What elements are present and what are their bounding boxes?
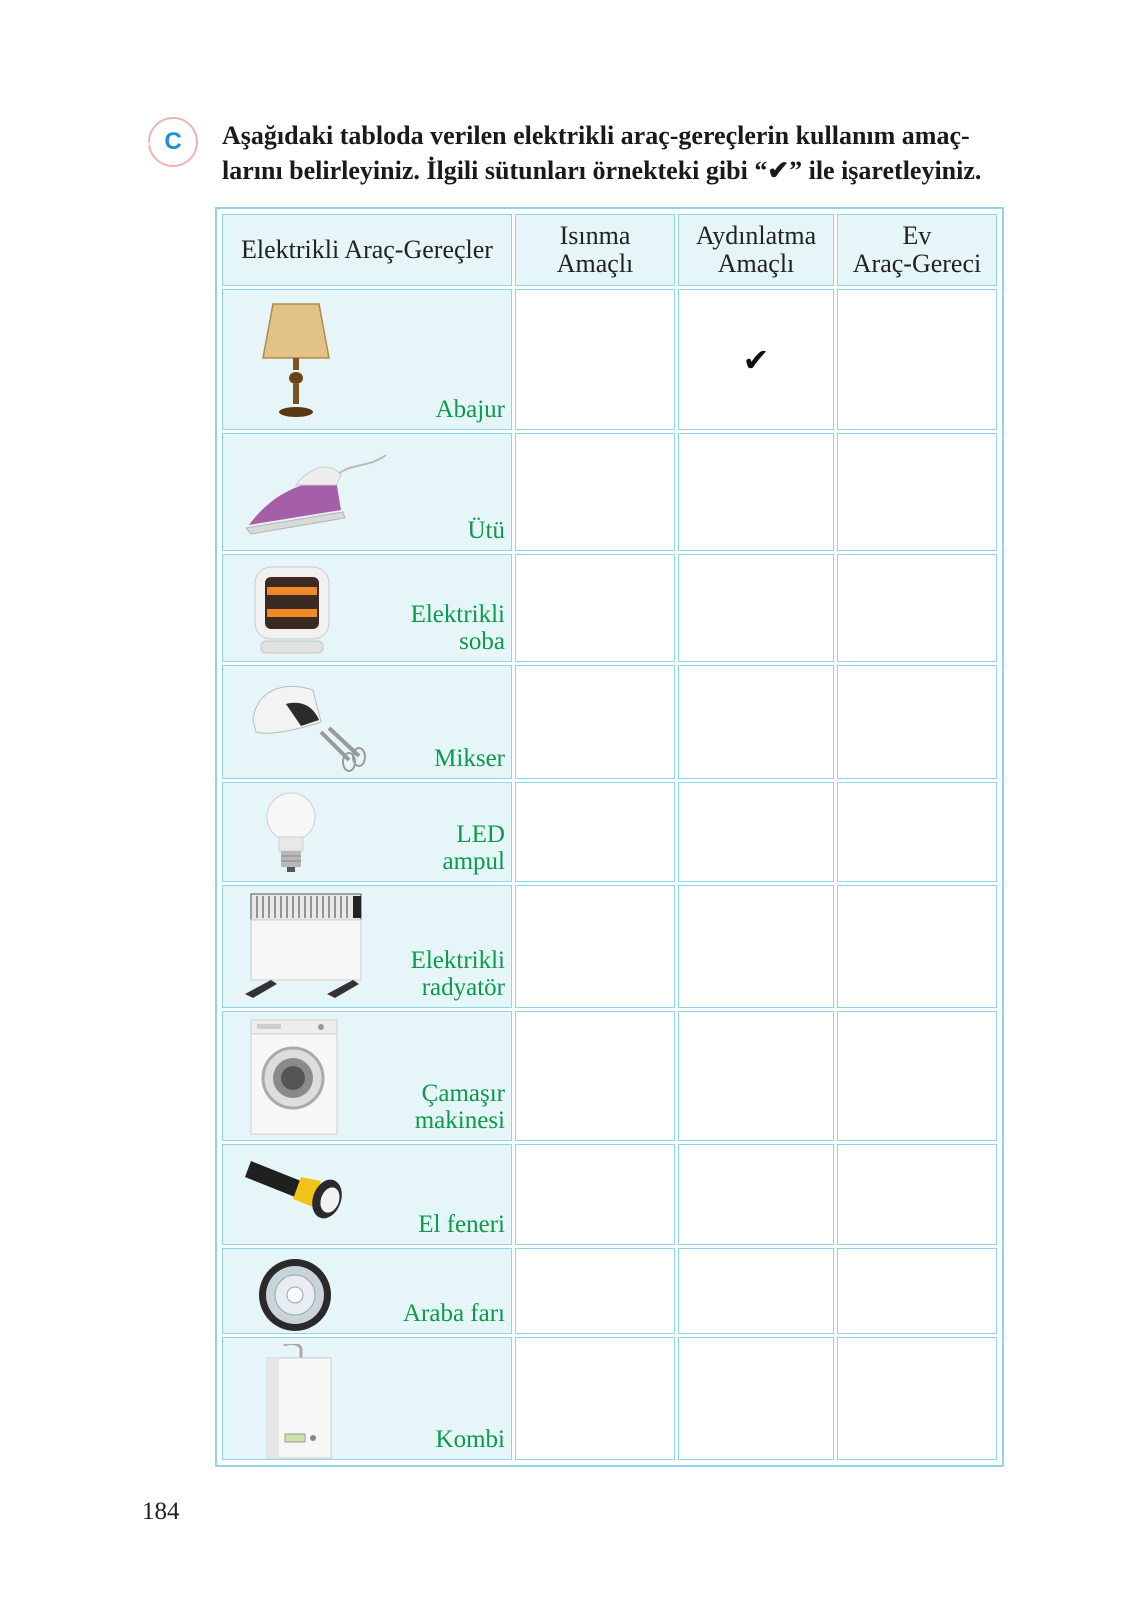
header-appliances bbox=[222, 214, 512, 286]
appliance-name-line-1: Araba farı bbox=[402, 1300, 505, 1327]
page-number: 184 bbox=[142, 1498, 180, 1525]
appliance-name bbox=[436, 1426, 505, 1453]
section-badge bbox=[148, 117, 198, 167]
table-row bbox=[222, 554, 997, 662]
home-checkbox-cell[interactable] bbox=[837, 885, 997, 1008]
appliance-name bbox=[468, 517, 506, 544]
appliance-name-line-1: LED bbox=[456, 821, 505, 848]
heating-checkbox-cell[interactable] bbox=[515, 554, 675, 662]
appliance-name-line-2: makinesi bbox=[414, 1107, 505, 1134]
instruction-text bbox=[222, 118, 1022, 188]
appliance-name-line-2: radyatör bbox=[421, 974, 505, 1001]
home-checkbox-cell[interactable] bbox=[837, 1337, 997, 1460]
appliance-name bbox=[434, 745, 505, 772]
appliance-name bbox=[411, 601, 505, 655]
header-home bbox=[837, 214, 997, 286]
heating-checkbox-cell[interactable] bbox=[515, 433, 675, 551]
section-badge-letter: C bbox=[164, 128, 182, 155]
heating-checkbox-cell[interactable] bbox=[515, 1248, 675, 1334]
appliance-name-line-2: soba bbox=[459, 628, 505, 655]
home-checkbox-cell[interactable] bbox=[837, 782, 997, 882]
appliance-cell bbox=[222, 665, 512, 779]
appliance-cell bbox=[222, 885, 512, 1008]
heating-checkbox-cell[interactable] bbox=[515, 1011, 675, 1141]
appliance-name bbox=[418, 1211, 505, 1238]
appliance-name bbox=[436, 396, 505, 423]
lighting-checkbox-cell[interactable] bbox=[678, 1011, 834, 1141]
heating-checkbox-cell[interactable] bbox=[515, 1337, 675, 1460]
table-row bbox=[222, 1011, 997, 1141]
table-row bbox=[222, 289, 997, 430]
heating-checkbox-cell[interactable] bbox=[515, 289, 675, 430]
appliance-cell bbox=[222, 554, 512, 662]
appliance-cell bbox=[222, 1248, 512, 1334]
appliance-cell bbox=[222, 1011, 512, 1141]
lighting-checkbox-cell[interactable] bbox=[678, 885, 834, 1008]
car-headlight-icon bbox=[241, 1255, 341, 1333]
header-appliances-label: Elektrikli Araç-Gereçler bbox=[241, 235, 493, 264]
mixer-icon bbox=[241, 672, 371, 774]
home-checkbox-cell[interactable] bbox=[837, 665, 997, 779]
lighting-checkbox-cell[interactable] bbox=[678, 1337, 834, 1460]
appliance-table bbox=[215, 207, 1004, 1467]
heating-checkbox-cell[interactable] bbox=[515, 782, 675, 882]
appliance-name bbox=[443, 821, 506, 875]
appliance-cell bbox=[222, 289, 512, 430]
appliance-name bbox=[403, 1300, 505, 1327]
iron-icon bbox=[241, 440, 391, 540]
table-row bbox=[222, 1248, 997, 1334]
header-heating-line-2: Amaçlı bbox=[556, 249, 634, 278]
table-row bbox=[222, 665, 997, 779]
table-lamp-icon bbox=[241, 296, 351, 421]
boiler-icon bbox=[241, 1344, 341, 1460]
appliance-name-line-1: El feneri bbox=[418, 1211, 505, 1238]
appliance-name-line-1: Abajur bbox=[435, 396, 505, 423]
header-lighting-line-2: Amaçlı bbox=[717, 249, 795, 278]
heating-checkbox-cell[interactable] bbox=[515, 885, 675, 1008]
home-checkbox-cell[interactable] bbox=[837, 433, 997, 551]
lighting-checkbox-cell[interactable] bbox=[678, 554, 834, 662]
radiator-icon bbox=[241, 892, 371, 1007]
check-mark: ✔ bbox=[742, 340, 770, 379]
table-row bbox=[222, 885, 997, 1008]
appliance-name-line-1: Ütü bbox=[467, 517, 505, 544]
appliance-cell bbox=[222, 782, 512, 882]
heating-checkbox-cell[interactable] bbox=[515, 1144, 675, 1245]
table-row bbox=[222, 1337, 997, 1460]
appliance-name-line-1: Elektrikli bbox=[410, 947, 505, 974]
appliance-name-line-1: Elektrikli bbox=[410, 601, 505, 628]
appliance-name-line-1: Kombi bbox=[435, 1426, 505, 1453]
appliance-name-line-2: ampul bbox=[442, 848, 505, 875]
home-checkbox-cell[interactable] bbox=[837, 289, 997, 430]
lighting-checkbox-cell[interactable] bbox=[678, 782, 834, 882]
lighting-checkbox-cell[interactable] bbox=[678, 433, 834, 551]
table-header-row bbox=[222, 214, 997, 286]
appliance-name-line-1: Çamaşır bbox=[421, 1080, 505, 1107]
table-row bbox=[222, 782, 997, 882]
header-lighting-line-1: Aydınlatma bbox=[695, 221, 817, 250]
appliance-cell bbox=[222, 433, 512, 551]
home-checkbox-cell[interactable] bbox=[837, 1248, 997, 1334]
home-checkbox-cell[interactable] bbox=[837, 554, 997, 662]
home-checkbox-cell[interactable] bbox=[837, 1144, 997, 1245]
electric-heater-icon bbox=[241, 561, 341, 659]
table-row bbox=[222, 433, 997, 551]
lighting-checkbox-cell[interactable] bbox=[678, 289, 834, 430]
header-heating-line-1: Isınma bbox=[559, 221, 631, 250]
flashlight-icon bbox=[241, 1151, 361, 1231]
appliance-name bbox=[411, 947, 505, 1001]
appliance-cell bbox=[222, 1144, 512, 1245]
instruction-line-2: larını belirleyiniz. İlgili sütunları örnekteki gibi “✔” ile işaretleyiniz. bbox=[222, 156, 982, 185]
header-lighting bbox=[678, 214, 834, 286]
appliance-name bbox=[415, 1080, 505, 1134]
header-home-line-1: Ev bbox=[902, 221, 932, 250]
led-bulb-icon bbox=[241, 789, 341, 879]
lighting-checkbox-cell[interactable] bbox=[678, 1144, 834, 1245]
lighting-checkbox-cell[interactable] bbox=[678, 1248, 834, 1334]
heating-checkbox-cell[interactable] bbox=[515, 665, 675, 779]
lighting-checkbox-cell[interactable] bbox=[678, 665, 834, 779]
home-checkbox-cell[interactable] bbox=[837, 1011, 997, 1141]
header-home-line-2: Araç-Gereci bbox=[852, 249, 982, 278]
washing-machine-icon bbox=[241, 1018, 341, 1138]
header-heating bbox=[515, 214, 675, 286]
instruction-line-1: Aşağıdaki tabloda verilen elektrikli araç-gereçlerin kullanım amaç- bbox=[222, 121, 970, 150]
appliance-name-line-1: Mikser bbox=[434, 745, 505, 772]
appliance-cell bbox=[222, 1337, 512, 1460]
table-row bbox=[222, 1144, 997, 1245]
